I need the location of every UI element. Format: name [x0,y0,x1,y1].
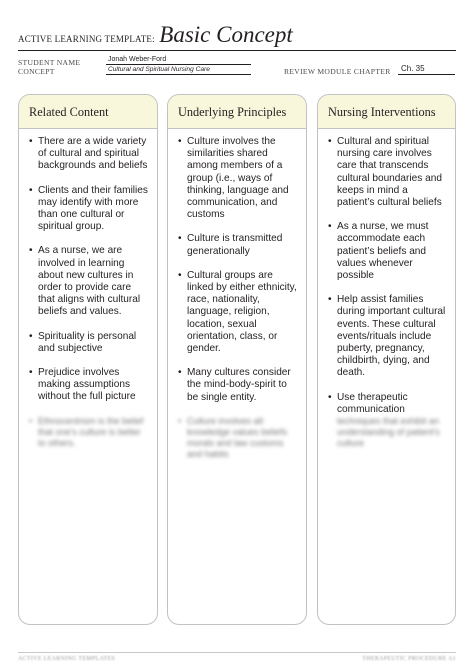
nursing-interventions-blurred-item: techniques that exhibit an understanding of patient's culture [337,416,440,449]
chapter-underline [398,74,455,75]
student-name-label: STUDENT NAME [18,58,81,67]
concept-underline [106,74,251,75]
footer-right: THERAPEUTIC PROCEDURE A1 [362,656,456,662]
related-content-body [19,129,157,449]
nursing-interventions-body [318,129,455,449]
underlying-principles-item: • Culture is transmitted generationally [178,233,298,257]
related-content-item: • There are a wide variety of cultural and spiritual backgrounds and beliefs [29,136,149,173]
nursing-interventions-item: • Cultural and spiritual nursing care involves care that transcends cultural boundaries and keeps in mind a patient’s cultural beliefs [328,136,447,209]
underlying-principles-item: • Cultural groups are linked by either ethnicity, race, nationality, language, religion, location, sexual orientation, class, or gender. [178,270,298,355]
student-name-value: Jonah Weber-Ford [108,56,167,63]
related-content-item: • Spirituality is personal and subjective [29,331,149,355]
related-content-item: • Clients and their families may identify with more than one cultural or spiritual group. [29,185,149,234]
review-module-label: REVIEW MODULE CHAPTER [284,67,391,76]
related-content-item: • Prejudice involves making assumptions without the full picture [29,367,149,404]
underlying-principles-item: • Many cultures consider the mind-body-spirit to be single entity. [178,367,298,404]
underlying-principles-body [168,129,306,460]
template-name: Basic Concept [159,22,293,47]
underlying-principles-column [167,94,307,625]
related-content-heading: Related Content [19,95,157,129]
header-rule [18,50,456,51]
footer-rule [18,652,456,653]
underlying-principles-blurred-item: • Culture involves all: knowledge values beliefs morals and law customs and habits [178,416,298,460]
concept-label: CONCEPT [18,67,55,76]
related-content-item: • As a nurse, we are involved in learning about new cultures in order to provide care that aligns with cultural beliefs and values. [29,245,149,318]
footer-left: ACTIVE LEARNING TEMPLATES [18,656,116,662]
concept-value: Cultural and Spiritual Nursing Care [108,66,210,73]
nursing-interventions-heading: Nursing Interventions [318,95,455,129]
underlying-principles-item: • Culture involves the similarities shared among members of a group (i.e., ways of thinking, language and communication, and customs [178,136,298,221]
nursing-interventions-item: • Use therapeutic communication [328,392,447,416]
chapter-value: Ch. 35 [401,64,425,73]
nursing-interventions-column [317,94,456,625]
related-content-blurred-item: • Ethnocentrism is the belief that one's culture is better to others. [29,416,149,449]
nursing-interventions-item: • As a nurse, we must accommodate each patient’s beliefs and values whenever possible [328,221,447,282]
template-prefix: ACTIVE LEARNING TEMPLATE: [18,34,155,44]
template-title [18,22,293,48]
underlying-principles-heading: Underlying Principles [168,95,306,129]
related-content-column [18,94,158,625]
nursing-interventions-item: • Help assist families during important cultural events. These cultural events/rituals include puberty, pregnancy, childbirth, dying, and death. [328,294,447,379]
student-name-underline [106,64,251,65]
